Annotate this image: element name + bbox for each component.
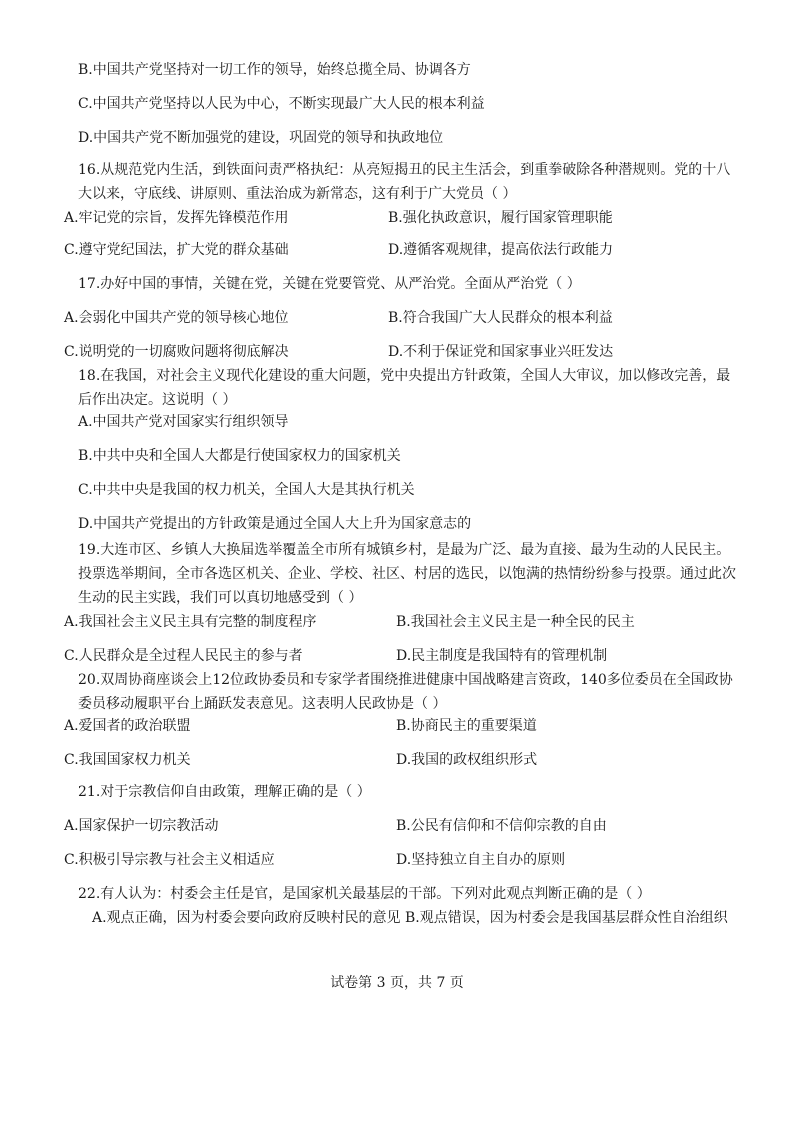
q16-option-c: C.遵守党纪国法，扩大党的群众基础 — [64, 242, 289, 258]
q15-option-b: B.中国共产党坚持对一切工作的领导，始终总揽全局、协调各方 — [78, 62, 471, 78]
q20-stem: 20.双周协商座谈会上12位政协委员和专家学者围绕推进健康中国战略建言资政，140多位委员在全国政协委员移动履职平台上踊跃发表意见。这表明人民政协是（ ） — [78, 672, 733, 712]
q18-option-a: A.中国共产党对国家实行组织领导 — [78, 414, 289, 430]
q20-option-b: B.协商民主的重要渠道 — [396, 718, 537, 734]
q21-option-c: C.积极引导宗教与社会主义相适应 — [64, 852, 275, 868]
q20-option-d: D.我国的政权组织形式 — [396, 752, 538, 768]
q19-option-a: A.我国社会主义民主具有完整的制度程序 — [64, 614, 317, 630]
q16-stem: 16.从规范党内生活，到铁面问责严格执纪：从亮短揭丑的民主生活会，到重拳破除各种潜规则。党的十八大以来，守底线、讲原则、重法治成为新常态，这有利于广大党员（ ） — [78, 162, 731, 202]
q21-stem: 21.对于宗教信仰自由政策，理解正确的是（ ） — [78, 784, 371, 800]
q17-stem: 17.办好中国的事情，关键在党，关键在党要管党、从严治党。全面从严治党（ ） — [78, 276, 581, 292]
q19-option-b: B.我国社会主义民主是一种全民的民主 — [396, 614, 635, 630]
q19-option-d: D.民主制度是我国特有的管理机制 — [396, 648, 608, 664]
q16-option-b: B.强化执政意识，履行国家管理职能 — [388, 210, 613, 226]
q18-option-d: D.中国共产党提出的方针政策是通过全国人大上升为国家意志的 — [78, 516, 472, 532]
q17-option-c: C.说明党的一切腐败问题将彻底解决 — [64, 344, 289, 360]
q22-options-ab: A.观点正确，因为村委会要向政府反映村民的意见 B.观点错误，因为村委会是我国基层群众性自治组织 — [92, 910, 728, 926]
q18-option-c: C.中共中央是我国的权力机关，全国人大是其执行机关 — [78, 482, 415, 498]
q22-stem: 22.有人认为：村委会主任是官，是国家机关最基层的干部。下列对此观点判断正确的是（ ） — [78, 886, 651, 902]
q19-stem: 19.大连市区、乡镇人大换届选举覆盖全市所有城镇乡村，是最为广泛、最为直接、最为生动的人民民主。投票选举期间，全市各选区机关、企业、学校、社区、村居的选民，以饱满的热情纷纷参与投票。通过此次生动的民主实践，我们可以真切地感受到（ ） — [78, 542, 736, 606]
q17-option-b: B.符合我国广大人民群众的根本利益 — [388, 310, 613, 326]
page-footer: 试卷第 3 页，共 7 页 — [330, 975, 464, 991]
q21-option-a: A.国家保护一切宗教活动 — [64, 818, 219, 834]
q21-option-d: D.坚持独立自主自办的原则 — [396, 852, 566, 868]
q20-option-c: C.我国国家权力机关 — [64, 752, 191, 768]
q19-option-c: C.人民群众是全过程人民民主的参与者 — [64, 648, 303, 664]
q16-option-a: A.牢记党的宗旨，发挥先锋模范作用 — [64, 210, 289, 226]
q18-stem: 18.在我国，对社会主义现代化建设的重大问题，党中央提出方针政策，全国人大审议，加以修改完善，最后作出决定。这说明（ ） — [78, 368, 731, 408]
q17-option-d: D.不利于保证党和国家事业兴旺发达 — [388, 344, 614, 360]
q20-option-a: A.爱国者的政治联盟 — [64, 718, 191, 734]
q18-option-b: B.中共中央和全国人大都是行使国家权力的国家机关 — [78, 448, 401, 464]
q21-option-b: B.公民有信仰和不信仰宗教的自由 — [396, 818, 607, 834]
q15-option-d: D.中国共产党不断加强党的建设，巩固党的领导和执政地位 — [78, 130, 444, 146]
q16-option-d: D.遵循客观规律，提高依法行政能力 — [388, 242, 614, 258]
q17-option-a: A.会弱化中国共产党的领导核心地位 — [64, 310, 289, 326]
q15-option-c: C.中国共产党坚持以人民为中心，不断实现最广大人民的根本利益 — [78, 96, 485, 112]
